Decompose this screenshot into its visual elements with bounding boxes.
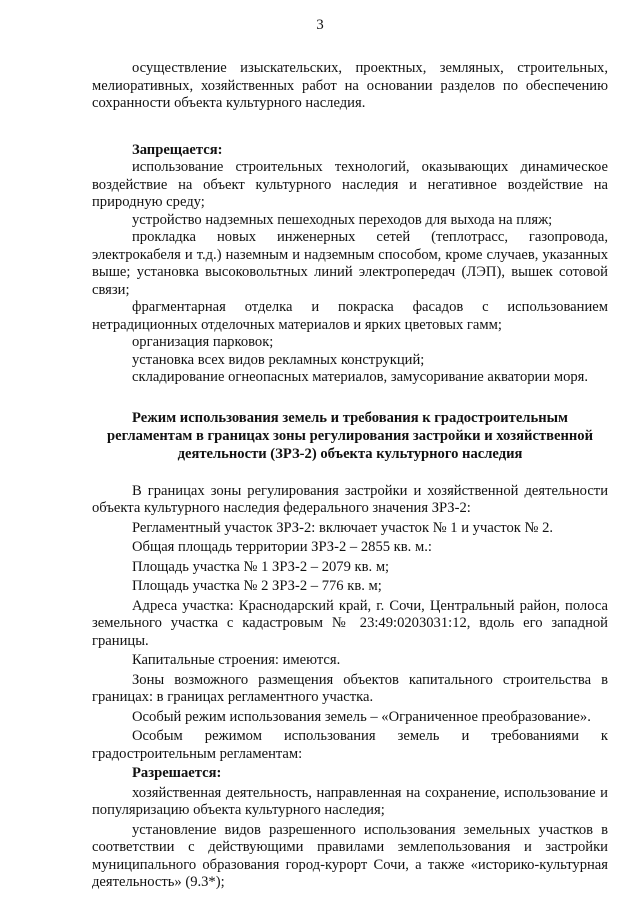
section-paragraph: Общая площадь территории ЗРЗ-2 – 2855 кв. м.: bbox=[132, 539, 432, 555]
section-paragraph: Особый режим использования земель – «Ограниченное преобразование». bbox=[132, 708, 591, 725]
prohibited-item: складирование огнеопасных материалов, замусоривание акватории моря. bbox=[132, 369, 589, 385]
top-paragraph: осуществление изыскательских, проектных, земляных, строительных, мелиоративных, хозяйственных работ на основании разделов по обеспечению сохранности объекта культурного наследия. bbox=[92, 60, 608, 111]
section-paragraph: Площадь участка № 1 ЗРЗ-2 – 2079 кв. м; bbox=[132, 558, 390, 575]
prohibited-item: организация парковок; bbox=[132, 334, 274, 350]
section-paragraph: Регламентный участок ЗРЗ-2: включает участок № 1 и участок № 2. bbox=[132, 519, 554, 536]
section-paragraph: Особым режимом использования земель и требованиями к градостроительным регламентам: bbox=[92, 728, 608, 762]
prohibited-item: фрагментарная отделка и покраска фасадов с использованием нетрадиционных отделочных материалов и ярких цветовых гамм; bbox=[92, 299, 608, 333]
spacer bbox=[92, 113, 608, 128]
prohibited-item: использование строительных технологий, оказывающих динамическое воздействие на объект культурного наследия и негативное воздействие на природную среду; bbox=[92, 159, 608, 210]
prohibited-item: устройство надземных пешеходных переходов для выхода на пляж; bbox=[132, 211, 553, 228]
prohibited-item: прокладка новых инженерных сетей (теплотрасс, газопровода, электрокабеля и т.д.) наземным и надземным способом, кроме случаев, указанных выше; установка высоковольтных линий электропередач (ЛЭП), вышек сотовой связи; bbox=[92, 229, 608, 298]
page-number: 3 bbox=[316, 17, 324, 33]
allowed-item: установление видов разрешенного использования земельных участков в соответствии с действующими правилами землепользования и застройки муниципального образования город-курорт Сочи, а также «историко-культурная деятельность» (9.3*); bbox=[92, 821, 608, 890]
section-paragraph: В границах зоны регулирования застройки и хозяйственной деятельности объекта культурного наследия федерального значения ЗРЗ-2: bbox=[92, 482, 608, 516]
prohibited-item: установка всех видов рекламных конструкций; bbox=[132, 351, 425, 368]
allowed-label: Разрешается: bbox=[132, 765, 222, 781]
allowed-item: хозяйственная деятельность, направленная на сохранение, использование и популяризацию объекта культурного наследия; bbox=[92, 784, 608, 818]
section-paragraph: Адреса участка: Краснодарский край, г. Сочи, Центральный район, полоса земельного участка с кадастровым № 23:49:0203031:12, вдоль его западной границы. bbox=[92, 597, 608, 649]
section-paragraph: Капитальные строения: имеются. bbox=[132, 652, 341, 668]
document-body bbox=[92, 60, 608, 892]
section-paragraph: Зоны возможного размещения объектов капитального строительства в границах: в границах регламентного участка. bbox=[92, 671, 608, 705]
section-paragraph: Площадь участка № 2 ЗРЗ-2 – 776 кв. м; bbox=[132, 578, 382, 594]
prohibited-label: Запрещается: bbox=[132, 141, 223, 158]
section-heading: Режим использования земель и требования к градостроительным регламентам в границах зоны регулирования застройки и хозяйственной деятельности (ЗРЗ-2) объекта культурного наследия bbox=[107, 409, 593, 462]
